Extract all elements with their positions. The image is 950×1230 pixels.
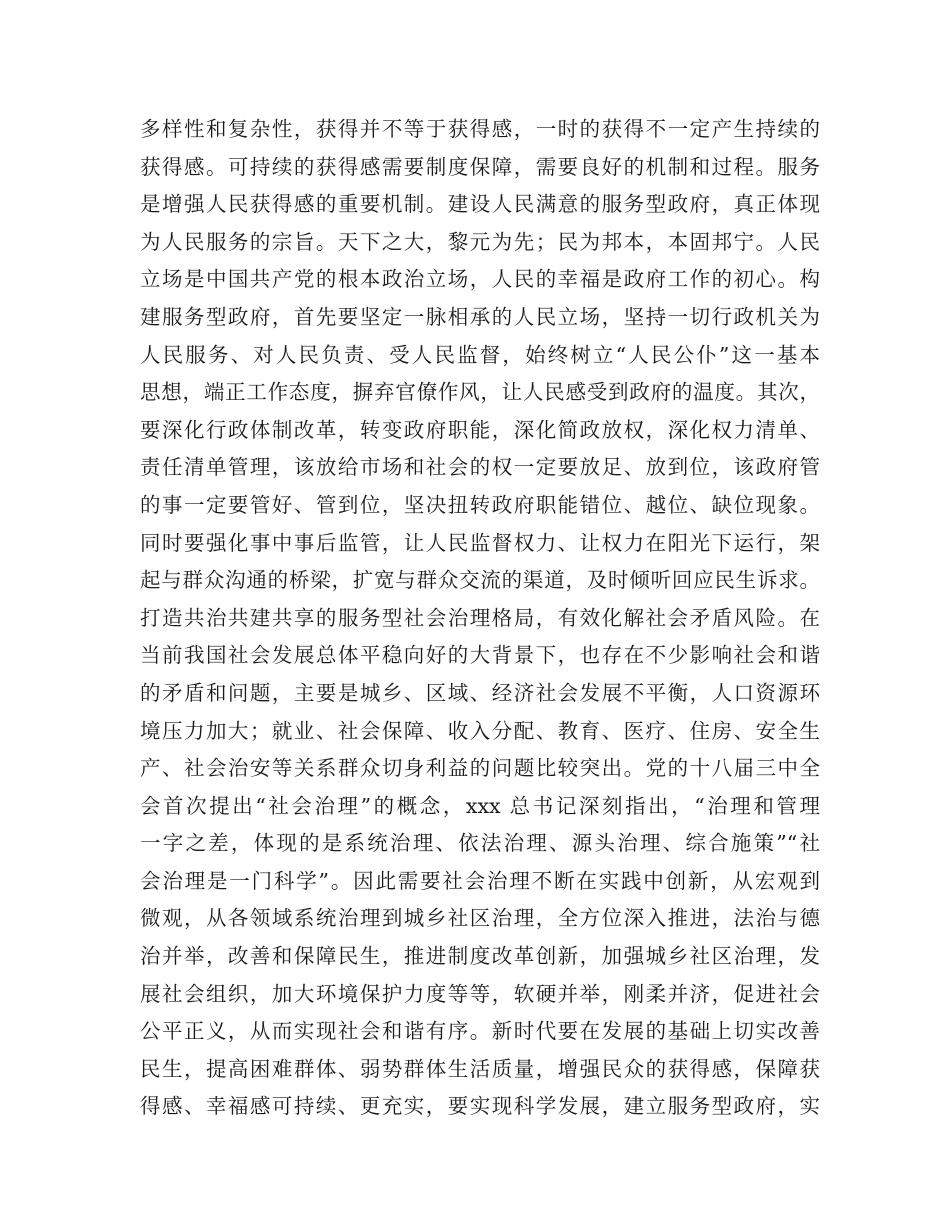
text-line: 多样性和复杂性，获得并不等于获得感，一时的获得不一定产生持续的 (140, 117, 820, 141)
text-line: 会治理是一门科学”。因此需要社会治理不断在实践中创新，从宏观到 (140, 868, 820, 893)
body-text (140, 111, 820, 1126)
text-line: 微观，从各领域系统治理到城乡社区治理，全方位深入推进，法治与德 (140, 906, 820, 931)
text-line: 产、社会治安等关系群众切身利益的问题比较突出。党的十八届三中全 (140, 756, 820, 781)
text-line: 建服务型政府，首先要坚定一脉相承的人民立场，坚持一切行政机关为 (140, 304, 820, 329)
text-line: 打造共治共建共享的服务型社会治理格局，有效化解社会矛盾风险。在 (140, 605, 820, 630)
text-line: 会首次提出“社会治理”的概念，xxx 总书记深刻指出，“治理和管理 (140, 793, 820, 818)
text-line: 要深化行政体制改革，转变政府职能，深化简政放权，深化权力清单、 (140, 417, 820, 442)
text-line: 民生，提高困难群体、弱势群体生活质量，增强民众的获得感，保障获 (140, 1056, 820, 1081)
text-line: 人民服务、对人民负责、受人民监督，始终树立“人民公仆”这一基本 (140, 342, 820, 367)
text-line: 境压力加大；就业、社会保障、收入分配、教育、医疗、住房、安全生 (140, 718, 820, 743)
text-line: 的事一定要管好、管到位，坚决扭转政府职能错位、越位、缺位现象。 (140, 492, 820, 517)
text-line: 获得感。可持续的获得感需要制度保障，需要良好的机制和过程。服务 (140, 154, 820, 179)
text-line: 治并举，改善和保障民生，推进制度改革创新，加强城乡社区治理，发 (140, 944, 820, 969)
text-line: 同时要强化事中事后监管，让人民监督权力、让权力在阳光下运行，架 (140, 530, 820, 555)
text-line: 展社会组织，加大环境保护力度等等，软硬并举，刚柔并济，促进社会 (140, 981, 820, 1006)
text-line: 思想，端正工作态度，摒弃官僚作风，让人民感受到政府的温度。其次， (140, 380, 820, 405)
text-line: 当前我国社会发展总体平稳向好的大背景下，也存在不少影响社会和谐 (140, 643, 820, 668)
text-line: 立场是中国共产党的根本政治立场，人民的幸福是政府工作的初心。构 (140, 267, 820, 292)
text-line: 是增强人民获得感的重要机制。建设人民满意的服务型政府，真正体现 (140, 192, 820, 217)
text-line: 责任清单管理，该放给市场和社会的权一定要放足、放到位，该政府管 (140, 455, 820, 480)
text-line: 一字之差，体现的是系统治理、依法治理、源头治理、综合施策”“社 (140, 831, 820, 856)
text-line: 起与群众沟通的桥梁，扩宽与群众交流的渠道，及时倾听回应民生诉求。 (140, 568, 820, 593)
text-line: 公平正义，从而实现社会和谐有序。新时代要在发展的基础上切实改善 (140, 1019, 820, 1044)
text-line: 的矛盾和问题，主要是城乡、区域、经济社会发展不平衡，人口资源环 (140, 680, 820, 705)
text-line: 为人民服务的宗旨。天下之大，黎元为先；民为邦本，本固邦宁。人民 (140, 229, 820, 254)
text-line: 得感、幸福感可持续、更充实，要实现科学发展，建立服务型政府，实 (140, 1094, 820, 1119)
